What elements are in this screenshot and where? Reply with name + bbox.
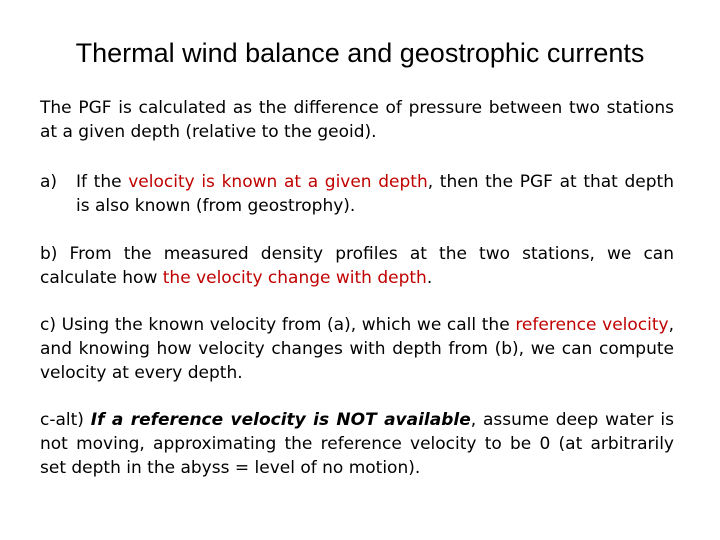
item-b-highlight: the velocity change with depth (162, 268, 427, 288)
item-c-text-2: , and knowing how velocity changes with depth from (b), we can compute velocity at every depth. (40, 315, 674, 383)
item-a (40, 170, 674, 218)
item-a-marker: a) (40, 172, 58, 192)
item-a-highlight: velocity is known at a given depth (128, 172, 428, 192)
item-c (40, 313, 674, 385)
item-b (40, 242, 674, 290)
item-c-highlight: reference velocity (515, 315, 669, 335)
item-c-alt (40, 408, 674, 480)
item-b-text-1: b) From the measured density profiles at the two stations, we can calculate how (40, 244, 674, 288)
item-a-text-1: If the (76, 172, 129, 192)
item-a-body (76, 170, 674, 218)
intro-paragraph: The PGF is calculated as the difference of pressure between two stations at a given depth (relative to the geoid). (40, 98, 674, 142)
item-c-alt-emphasis: If a reference velocity is NOT available (90, 410, 471, 430)
item-c-alt-text-1: c-alt) (40, 410, 91, 430)
item-a-text-2: , then the PGF at that depth is also known (from geostrophy). (76, 172, 674, 216)
slide-title: Thermal wind balance and geostrophic currents (75, 38, 645, 68)
item-c-text-1: c) Using the known velocity from (a), which we call the (40, 315, 516, 335)
item-c-alt-text-2: , assume deep water is not moving, approximating the reference velocity to be 0 (at arbitrarily set depth in the abyss = level of no motion). (40, 410, 675, 478)
item-b-text-2: . (426, 268, 433, 288)
